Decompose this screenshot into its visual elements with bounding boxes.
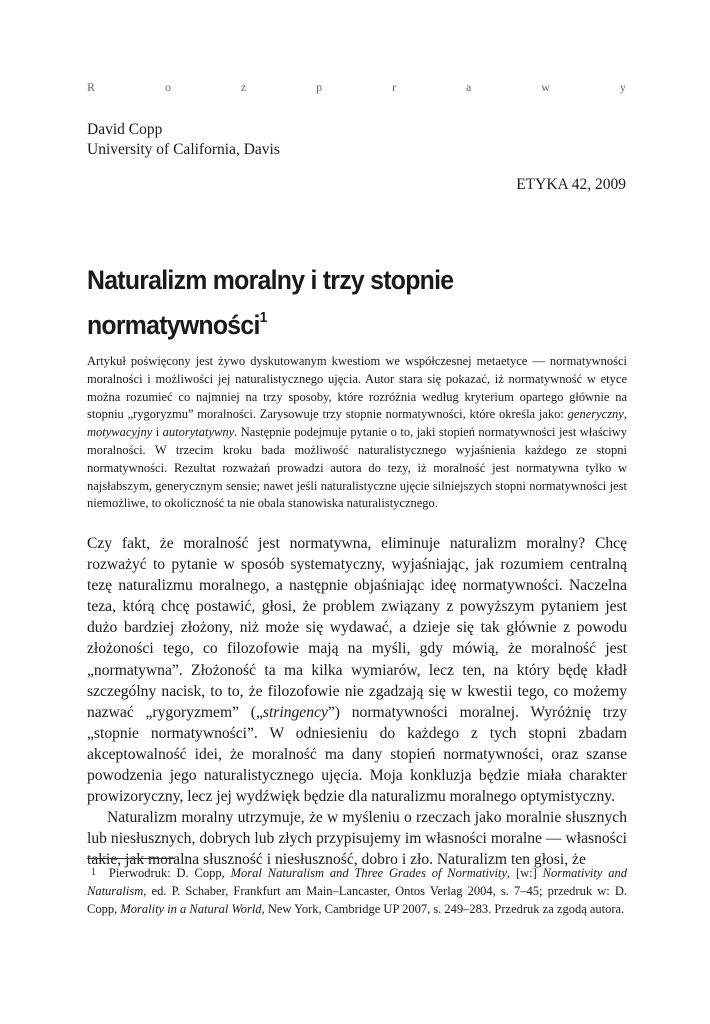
body-italic: stringency: [262, 703, 328, 721]
title-footnote-mark[interactable]: 1: [259, 309, 268, 326]
section-letter: w: [541, 80, 550, 94]
section-letter: y: [619, 80, 626, 94]
footnote-text: , ed. P. Schaber, Frankfurt am Main–Lancaster, Ontos Verlag 2004, s. 7–45; przedruk w: D. Copp,: [87, 883, 627, 916]
abstract-term: generyczny: [567, 407, 624, 422]
footnote-text: Pierwodruk: D. Copp,: [108, 866, 231, 880]
abstract-text: Artykuł poświęcony jest żywo dyskutowanym kwestiom we współczesnej metaetyce — normatywności moralności i możliwości jej naturalistycznego ujęcia. Autor stara się pokazać, iż normatywność w etyce można rozumieć co najmniej na trzy sposoby, które rozróżnia według kryterium opartego głównie na stopniu „rygoryzmu” moralności. Zarysowuje trzy stopnie normatywności, które określa jako:: [87, 354, 627, 422]
article-body: [87, 533, 627, 871]
author-name: David Copp: [87, 121, 163, 138]
footnote-text: , New York, Cambridge UP 2007, s. 249–283. Przedruk za zgodą autora.: [261, 901, 625, 916]
footnote-number: 1: [91, 867, 96, 878]
footnote-title: Normativity and Naturalism: [87, 866, 627, 898]
section-letter: p: [316, 80, 323, 94]
body-text: Czy fakt, że moralność jest normatywna, eliminuje naturalizm moralny? Chcę rozważyć to pytanie w sposób systematyczny, wyjaśniając, jak rozumiem centralną tezę naturalizmu moralnego, a następnie objaśniając ideę normatywności. Naczelna teza, którą chcę postawić, głosi, że problem związany z powyższym pytaniem jest dużo bardziej złożony, niż może się wydawać, a dzieje się tak głównie z powodu złożoności tego, co filozofowie mają na myśli, gdy mówią, że moralność jest „normatywna”. Złożoność ta ma kilka wymiarów, lecz ten, na który będę kładł szczególny nacisk, to to, że filozofowie nie zgadzają się w kwestii tego, co możemy nazwać „rygoryzmem” („: [87, 535, 627, 721]
section-letter: z: [240, 80, 247, 94]
article-title: [87, 262, 584, 344]
footnote-title: Morality in a Natural World: [120, 901, 262, 916]
abstract-term: motywacyjny: [87, 425, 153, 440]
abstract-separator: i: [152, 425, 163, 440]
section-header: [87, 80, 626, 95]
abstract-term: autorytatywny: [162, 425, 235, 440]
footnote-title: Moral Naturalism and Three Grades of Normativity: [230, 866, 507, 880]
section-letter: r: [392, 80, 397, 94]
footnote-divider: [87, 858, 175, 859]
section-letter: o: [164, 80, 171, 94]
abstract: [87, 353, 627, 513]
journal-reference: ETYKA 42, 2009: [516, 176, 626, 193]
body-text: ”) normatywności moralnej. Wyróżnię trzy „stopnie normatywności”. W odniesieniu do każdego z tych stopni zbadam akceptowalność idei, że moralność ma dany stopień normatywności, oraz szanse powodzenia jego naturalistycznego ujęcia. Moja konkluzja będzie miała charakter prowizoryczny, lecz jej wydźwięk będzie dla naturalizmu moralnego optymistyczny.: [87, 703, 627, 806]
body-paragraph: Naturalizm moralny utrzymuje, że w myśleniu o rzeczach jako moralnie słusznych lub niesłusznych, dobrych lub złych przypisujemy im własności moralne — własności takie, jak moralna słuszność i niesłuszność, dobro i zło. Naturalizm ten głosi, że: [87, 809, 627, 869]
footnote: [87, 864, 627, 918]
body-paragraph: [87, 533, 627, 807]
section-letter: R: [87, 80, 96, 94]
article-title-text: Naturalizm moralny i trzy stopnie normatywności: [87, 265, 454, 340]
abstract-text: . Następnie podejmuje pytanie o to, jaki stopień normatywności jest właściwy moralności. W trzecim kroku bada możliwość naturalistycznego wyjaśnienia każdego ze stopni normatywności. Rezultat rozważań prowadzi autora do tezy, iż moralność jest normatywna tylko w najsłabszym, generycznym sensie; nawet jeśli naturalistyczne ujęcie silniejszych stopni normatywności jest niemożliwe, to okoliczność ta nie obala stanowiska naturalistycznego.: [87, 425, 627, 511]
author-block: [87, 120, 280, 160]
author-affiliation: University of California, Davis: [87, 141, 280, 158]
section-letter: a: [466, 80, 472, 94]
abstract-separator: ,: [623, 407, 627, 422]
footnote-text: , [w:]: [507, 866, 543, 880]
